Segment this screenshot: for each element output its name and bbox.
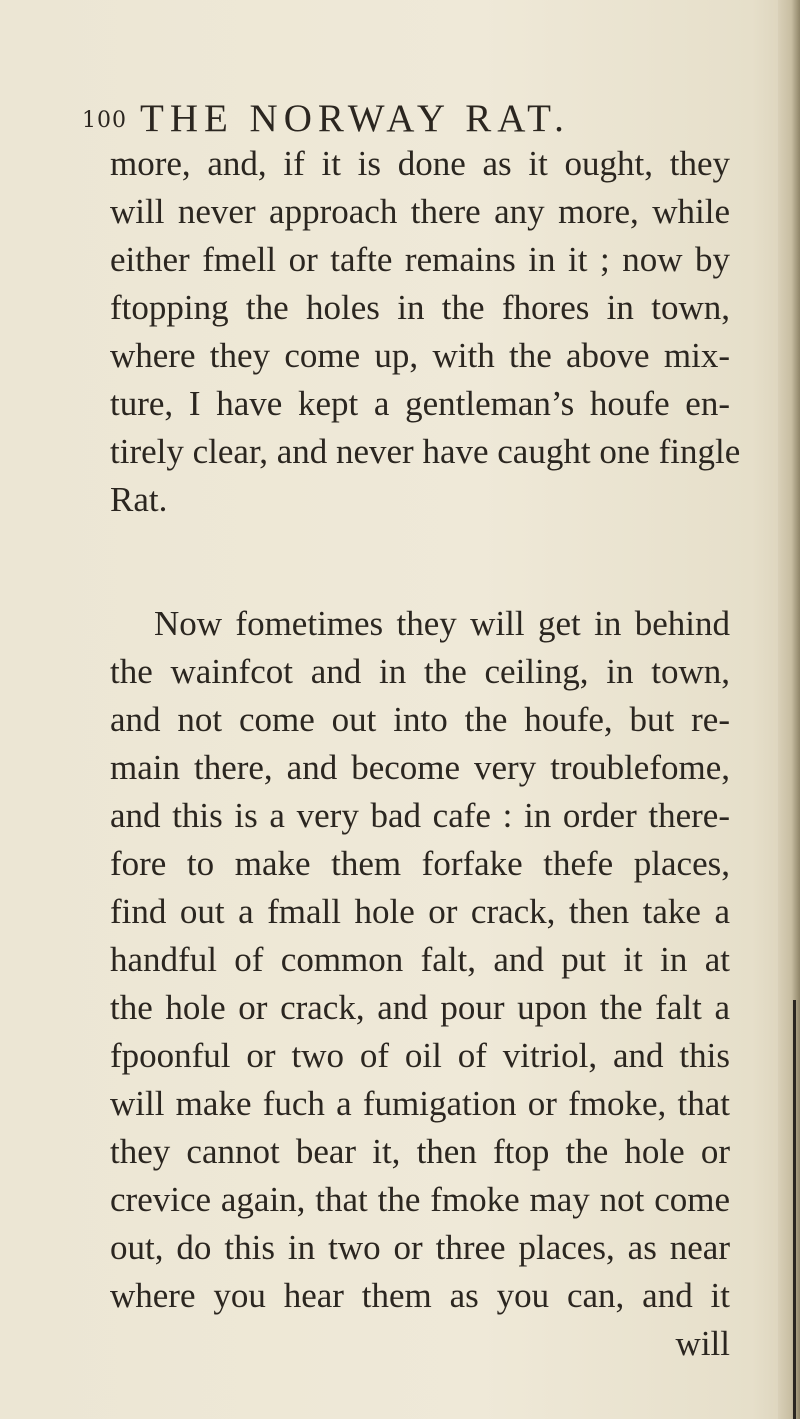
- text-line: will never approach there any more, while: [110, 192, 730, 231]
- text-line: will make fuch a fumigation or fmoke, that: [110, 1084, 730, 1123]
- text-line: find out a fmall hole or crack, then take a: [110, 892, 730, 931]
- page-gutter-edge: [778, 0, 800, 1419]
- page-number: 100: [82, 108, 127, 133]
- text-line: Rat.: [110, 480, 168, 519]
- text-line: where you hear them as you can, and it: [110, 1276, 730, 1315]
- text-line: handful of common falt, and put it in at: [110, 940, 730, 979]
- catchword: will: [675, 1324, 730, 1363]
- text-line: the wainfcot and in the ceiling, in town,: [110, 652, 730, 691]
- text-line: more, and, if it is done as it ought, they: [110, 144, 730, 183]
- text-line: Now fometimes they will get in behind: [154, 604, 730, 643]
- text-line: where they come up, with the above mix-: [110, 336, 730, 375]
- binding-shadow: [793, 1000, 796, 1419]
- running-head: [82, 96, 732, 146]
- text-line: the hole or crack, and pour upon the falt a: [110, 988, 730, 1027]
- text-line: tirely clear, and never have caught one fingle: [110, 432, 741, 471]
- text-line: either fmell or tafte remains in it ; now by: [110, 240, 730, 279]
- text-line: fpoonful or two of oil of vitriol, and this: [110, 1036, 730, 1075]
- text-line: ture, I have kept a gentleman’s houfe en-: [110, 384, 730, 423]
- text-line: they cannot bear it, then ftop the hole or: [110, 1132, 730, 1171]
- text-line: and not come out into the houfe, but re-: [110, 700, 730, 739]
- page-title: THE NORWAY RAT.: [140, 97, 570, 140]
- text-line: out, do this in two or three places, as near: [110, 1228, 730, 1267]
- text-line: fore to make them forfake thefe places,: [110, 844, 730, 883]
- text-line: ftopping the holes in the fhores in town,: [110, 288, 730, 327]
- text-line: main there, and become very troublefome,: [110, 748, 730, 787]
- text-line: crevice again, that the fmoke may not come: [110, 1180, 730, 1219]
- text-line: and this is a very bad cafe : in order there-: [110, 796, 730, 835]
